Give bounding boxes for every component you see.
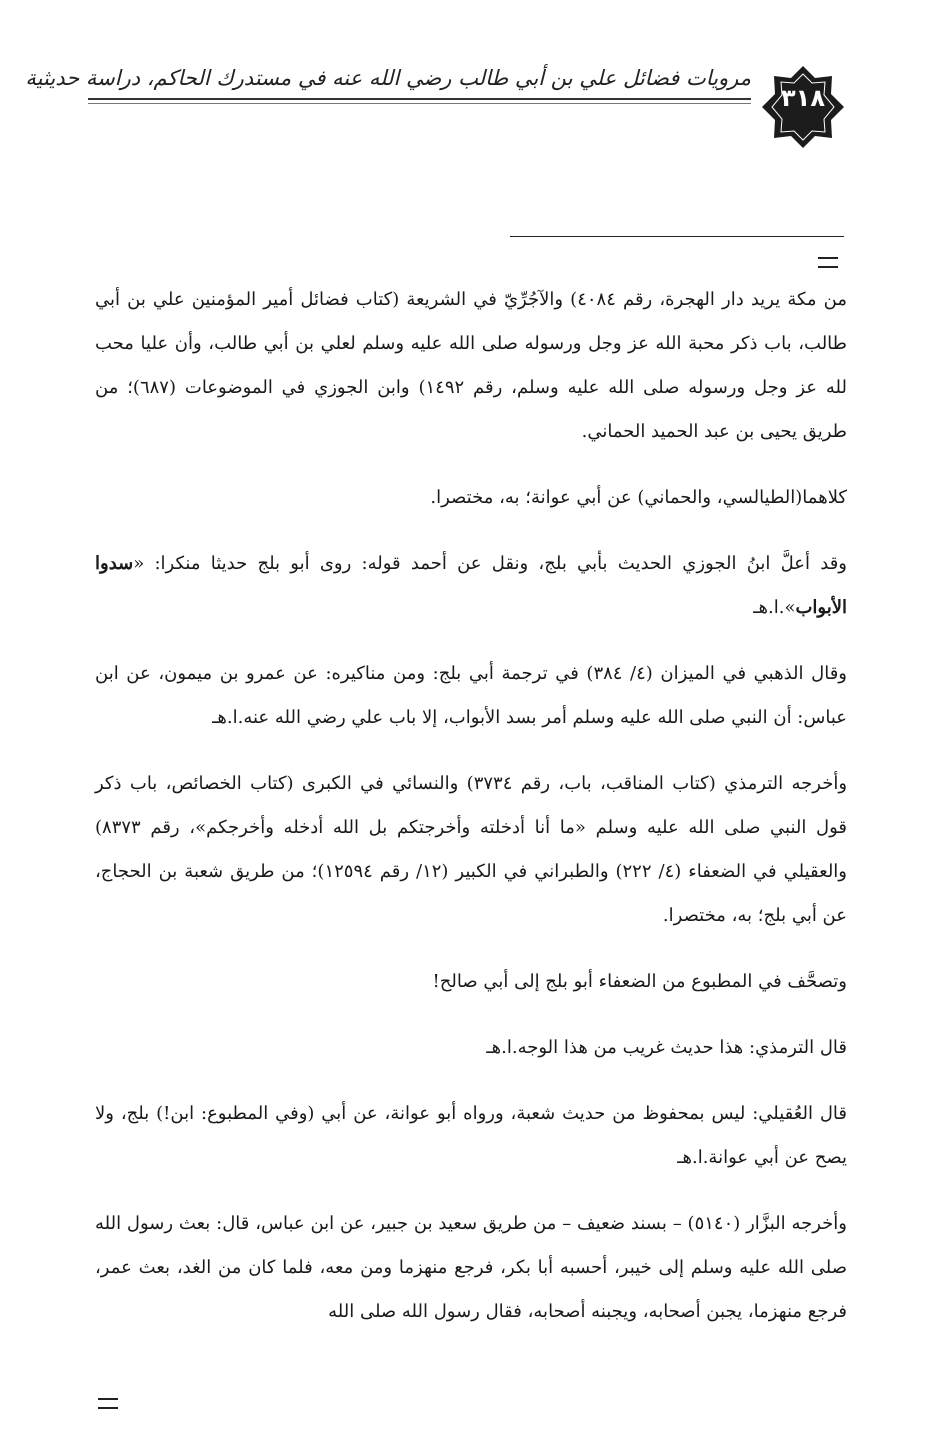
paragraph-2: كلاهما(الطيالسي، والحماني) عن أبي عوانة؛ به، مختصرا.	[430, 487, 847, 508]
paragraph-8: قال العُقيلي: ليس بمحفوظ من حديث شعبة، ورواه أبو عوانة، عن أبي (وفي المطبوع: ابن!) بلج، ولا يصح عن أبي عوانة.ا.هـ	[95, 1103, 847, 1168]
quoted-hadith: سدوا الأبواب	[95, 553, 847, 618]
footnote-text	[95, 278, 847, 1356]
paragraph-6: وتصحَّف في المطبوع من الضعفاء أبو بلج إلى أبي صالح!	[432, 971, 847, 992]
page-number: ٣١٨	[781, 84, 825, 112]
paragraph-5: وأخرجه الترمذي (كتاب المناقب، باب، رقم ٣٧٣٤) والنسائي في الكبرى (كتاب الخصائص، باب ذكر قول النبي صلى الله عليه وسلم «ما أنا أدخلته وأخرجتكم بل الله أدخله وأخرجكم»، رقم ٨٣٧٣) والعقيلي في الضعفاء (٤/ ٢٢٢) والطبراني في الكبير (١٢/ رقم ١٢٥٩٤)؛ من طريق شعبة بن الحجاج، عن أبي بلج؛ به، مختصرا.	[95, 773, 848, 926]
paragraph-9: وأخرجه البزَّار (٥١٤٠) – بسند ضعيف – من طريق سعيد بن جبير، عن ابن عباس، قال: بعث رسول الله صلى الله عليه وسلم إلى خيبر، أحسبه أبا بكر، فرجع منهزما ومن معه، فلما كان من الغد، بعث عمر، فرجع منهزما، يجبن أصحابه، ويجبنه أصحابه، فقال رسول الله صلى الله	[95, 1213, 848, 1322]
page-header	[25, 64, 846, 112]
paragraph-3	[95, 542, 847, 630]
paragraph-1: من مكة يريد دار الهجرة، رقم ٤٠٨٤) والآجُرِّيّ في الشريعة (كتاب فضائل أمير المؤمنين علي بن أبي طالب، باب ذكر محبة الله عز وجل ورسوله صلى الله عليه وسلم لعلي بن أبي طالب، وأن عليا محب لله عز وجل ورسوله صلى الله عليه وسلم، رقم ١٤٩٢) وابن الجوزي في الموضوعات (٦٨٧)؛ من طريق يحيى بن عبد الحميد الحماني.	[95, 289, 847, 442]
paragraph-4: وقال الذهبي في الميزان (٤/ ٣٨٤) في ترجمة أبي بلج: ومن مناكيره: عن عمرو بن ميمون، عن ابن عباس: أن النبي صلى الله عليه وسلم أمر بسد الأبواب، إلا باب علي رضي الله عنه.ا.هـ	[95, 663, 847, 728]
header-rule	[88, 98, 751, 100]
paragraph-7: قال الترمذي: هذا حديث غريب من هذا الوجه.ا.هـ	[486, 1037, 847, 1058]
continuation-mark-top	[818, 257, 838, 268]
page-number-badge	[760, 64, 846, 150]
footnote-separator	[510, 236, 844, 237]
header-rule-thin	[88, 103, 751, 104]
continuation-mark-bottom	[98, 1398, 118, 1409]
paragraph-3-end: ».ا.هـ	[753, 597, 796, 618]
running-title: مرويات فضائل علي بن أبي طالب رضي الله عنه في مستدرك الحاكم، دراسة حديثية	[25, 66, 751, 90]
paragraph-3-text: وقد أعلَّ ابنُ الجوزي الحديث بأبي بلج، ونقل عن أحمد قوله: روى أبو بلج حديثا منكرا: «	[133, 553, 847, 574]
